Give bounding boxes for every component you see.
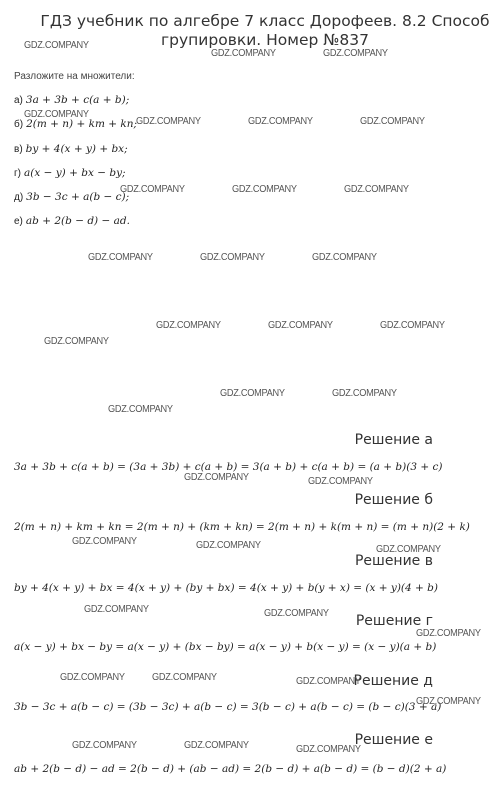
watermark-text: GDZ.COMPANY [156, 320, 221, 331]
solution-expression-d: 3b − 3c + a(b − c) = (3b − 3c) + a(b − c) = 3(b − c) + a(b − c) = (b − c)(3 + a) [14, 701, 442, 713]
task-expression: 3b − 3c + a(b − c); [26, 191, 130, 203]
watermark-text: GDZ.COMPANY [380, 320, 445, 331]
solution-expression-v: by + 4(x + y) + bx = 4(x + y) + (by + bx) = 4(x + y) + b(y + x) = (x + y)(4 + b) [14, 582, 438, 594]
watermark-text: GDZ.COMPANY [296, 676, 361, 687]
watermark-text: GDZ.COMPANY [416, 696, 481, 707]
solution-heading-e: Решение е [354, 732, 433, 748]
task-item-g [14, 167, 126, 179]
watermark-text: GDZ.COMPANY [232, 184, 297, 195]
watermark-text: GDZ.COMPANY [44, 336, 109, 347]
watermark-text: GDZ.COMPANY [220, 388, 285, 399]
solution-heading-d: Решение д [353, 673, 433, 689]
task-expression: 3a + 3b + c(a + b); [25, 94, 130, 106]
task-label: в) [14, 144, 23, 155]
watermark-text: GDZ.COMPANY [416, 628, 481, 639]
watermark-text: GDZ.COMPANY [360, 116, 425, 127]
watermark-text: GDZ.COMPANY [248, 116, 313, 127]
task-expression: a(x − y) + bx − by; [23, 167, 126, 179]
watermark-text: GDZ.COMPANY [72, 536, 137, 547]
task-expression: ab + 2(b − d) − ad. [25, 215, 130, 227]
watermark-text: GDZ.COMPANY [268, 320, 333, 331]
watermark-text: GDZ.COMPANY [72, 740, 137, 751]
page-title: ГДЗ учебник по алгебре 7 класс Дорофеев. 8.2 Способ групировки. Номер №837 [40, 12, 490, 49]
task-prompt: Разложите на множители: [14, 71, 135, 82]
watermark-text: GDZ.COMPANY [376, 544, 441, 555]
watermark-text: GDZ.COMPANY [88, 252, 153, 263]
watermark-text: GDZ.COMPANY [24, 109, 89, 120]
solution-heading-v: Решение в [354, 553, 433, 569]
watermark-text: GDZ.COMPANY [136, 116, 201, 127]
watermark-text: GDZ.COMPANY [344, 184, 409, 195]
task-item-d [14, 191, 129, 203]
task-label: б) [14, 119, 24, 130]
watermark-text: GDZ.COMPANY [308, 476, 373, 487]
solution-expression-a: 3a + 3b + c(a + b) = (3a + 3b) + c(a + b) = 3(a + b) + c(a + b) = (a + b)(3 + c) [14, 461, 443, 473]
watermark-text: GDZ.COMPANY [296, 744, 361, 755]
task-item-v [14, 143, 128, 155]
task-expression: 2(m + n) + km + kn; [26, 118, 138, 130]
watermark-text: GDZ.COMPANY [323, 48, 388, 59]
task-item-a [14, 94, 129, 106]
watermark-text: GDZ.COMPANY [152, 672, 217, 683]
solution-expression-b: 2(m + n) + km + kn = 2(m + n) + (km + kn) = 2(m + n) + k(m + n) = (m + n)(2 + k) [14, 521, 470, 533]
task-label: д) [14, 192, 24, 203]
watermark-text: GDZ.COMPANY [24, 40, 89, 51]
watermark-text: GDZ.COMPANY [196, 540, 261, 551]
solution-heading-g: Решение г [355, 613, 433, 629]
watermark-text: GDZ.COMPANY [200, 252, 265, 263]
watermark-text: GDZ.COMPANY [332, 388, 397, 399]
watermark-text: GDZ.COMPANY [312, 252, 377, 263]
solution-heading-b: Решение б [354, 492, 433, 508]
watermark-text: GDZ.COMPANY [184, 740, 249, 751]
watermark-text: GDZ.COMPANY [84, 604, 149, 615]
solution-heading-a: Решение а [354, 432, 433, 448]
task-label: г) [14, 168, 21, 179]
solution-expression-e: ab + 2(b − d) − ad = 2(b − d) + (ab − ad) = 2(b − d) + a(b − d) = (b − d)(2 + a) [14, 763, 447, 775]
task-label: е) [14, 216, 23, 227]
task-label: а) [14, 95, 23, 106]
watermark-text: GDZ.COMPANY [120, 184, 185, 195]
watermark-text: GDZ.COMPANY [211, 48, 276, 59]
watermark-text: GDZ.COMPANY [60, 672, 125, 683]
task-item-e [14, 215, 130, 227]
watermark-text: GDZ.COMPANY [108, 404, 173, 415]
task-expression: by + 4(x + y) + bx; [25, 143, 128, 155]
watermark-text: GDZ.COMPANY [264, 608, 329, 619]
watermark-text: GDZ.COMPANY [184, 472, 249, 483]
solution-expression-g: a(x − y) + bx − by = a(x − y) + (bx − by) = a(x − y) + b(x − y) = (x − y)(a + b) [14, 641, 437, 653]
